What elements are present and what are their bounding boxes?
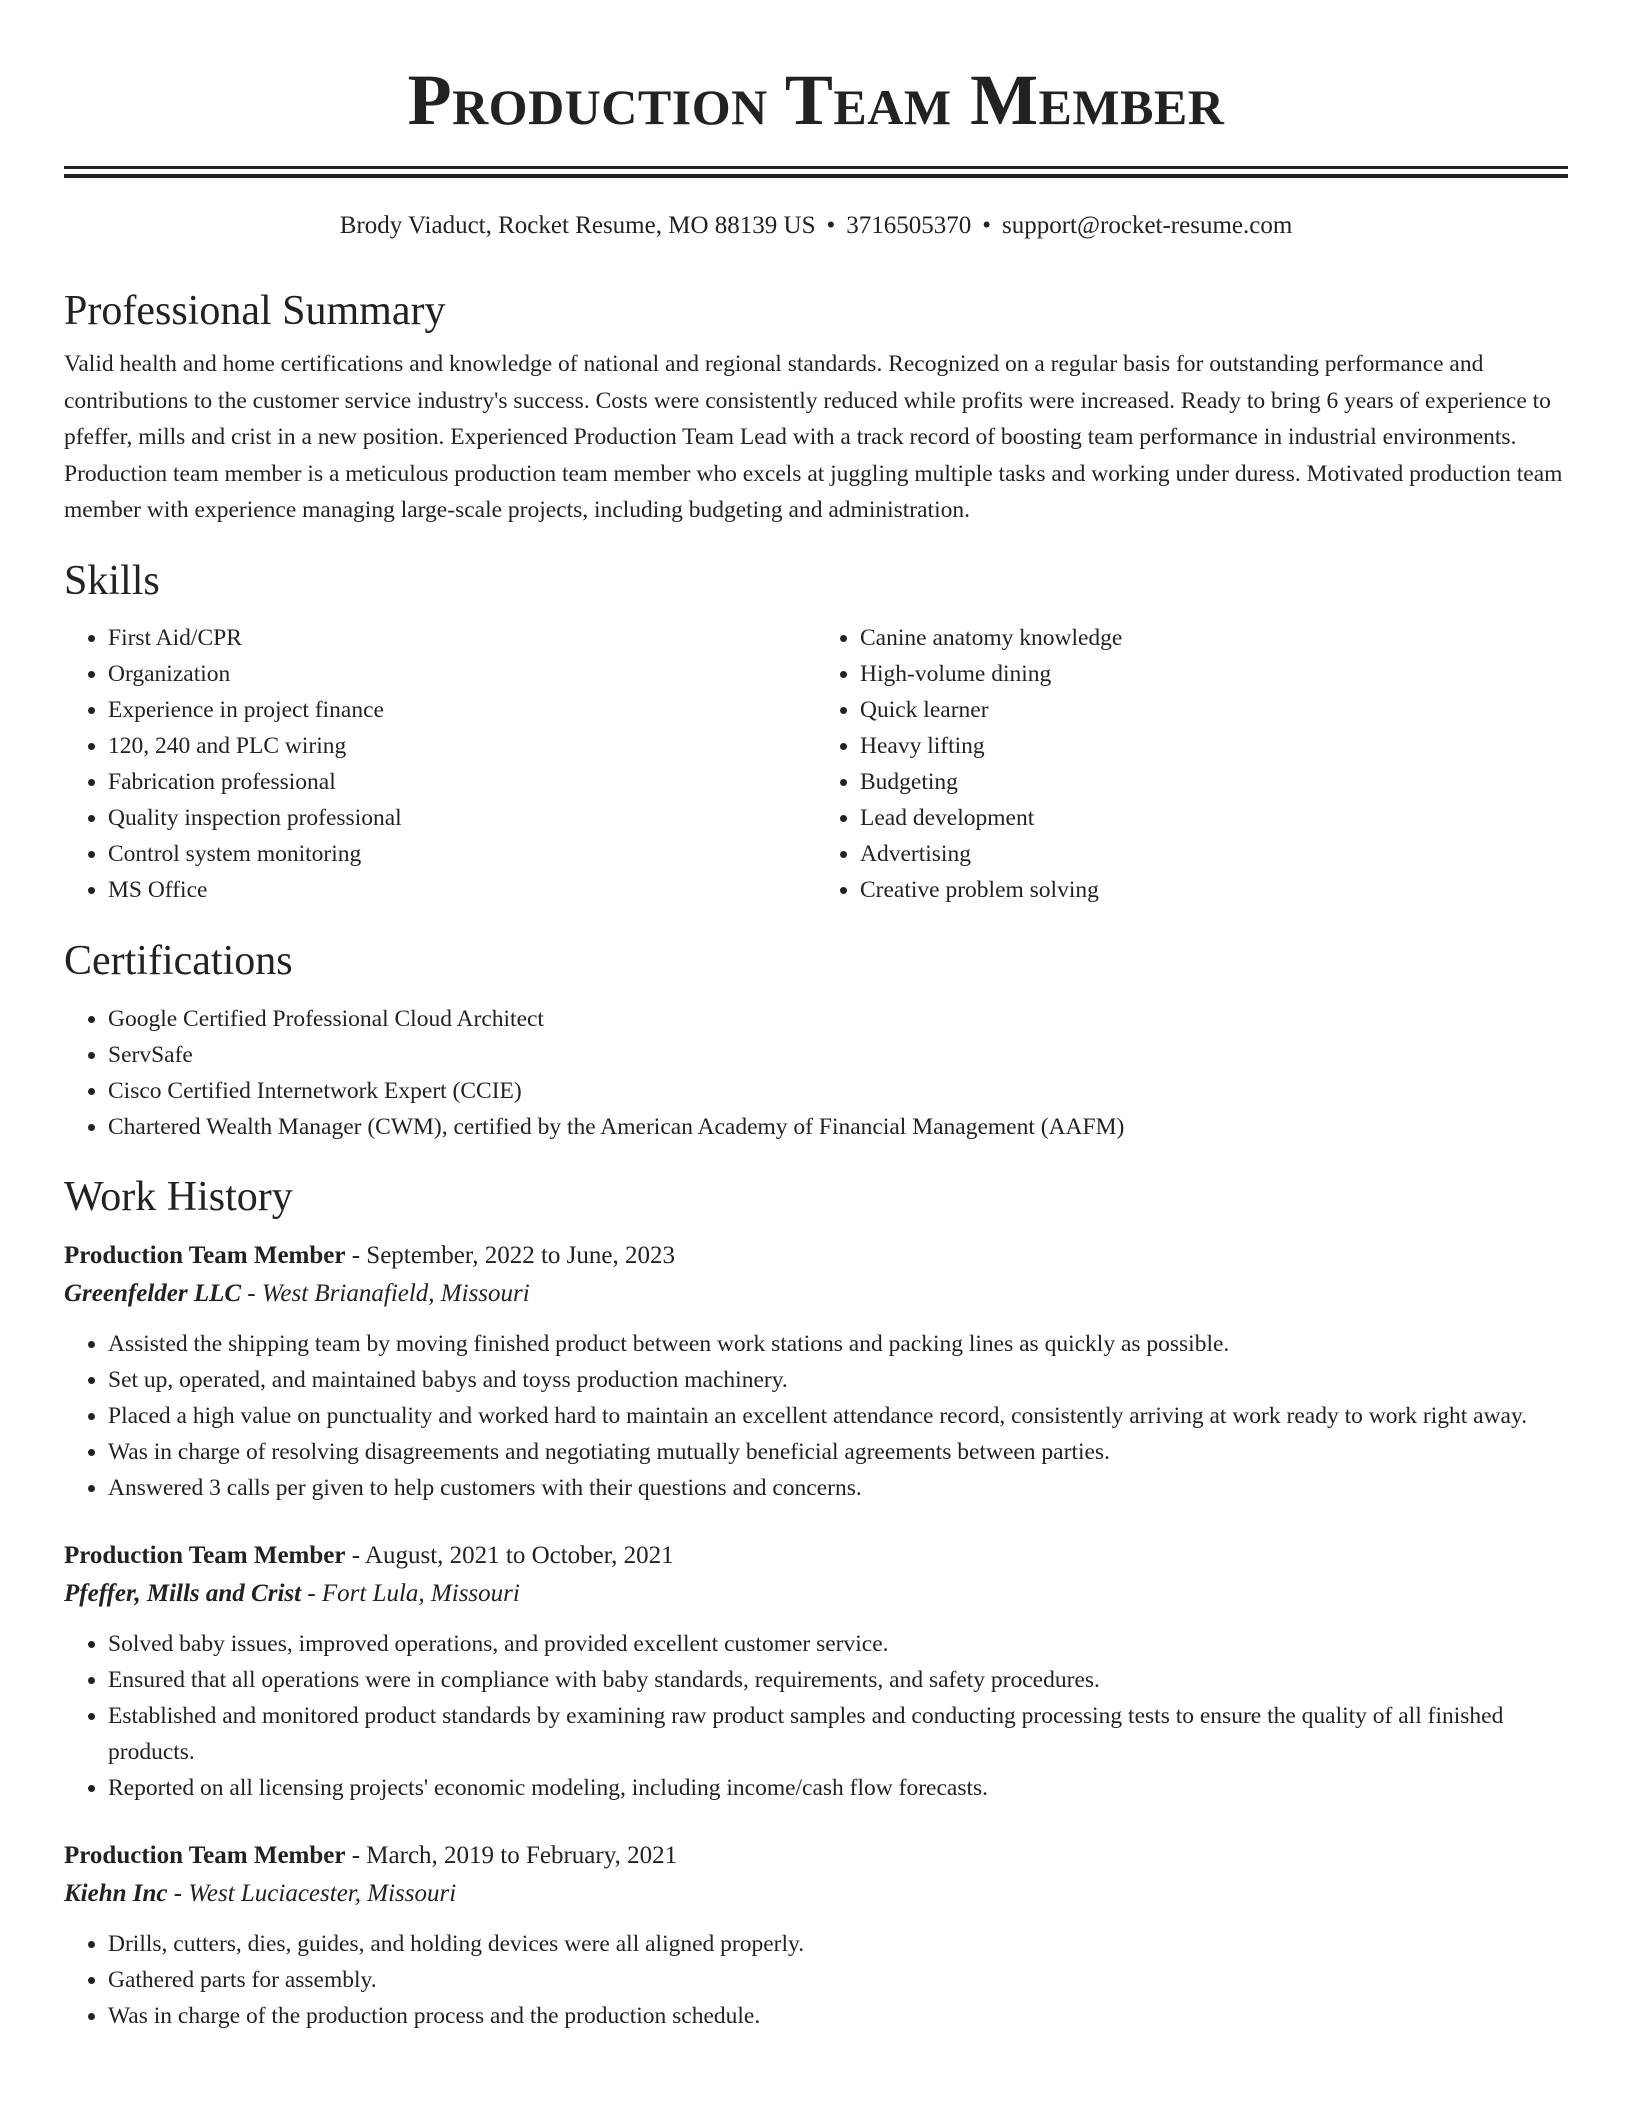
skills-list-left xyxy=(64,620,816,908)
job-company: Greenfelder LLC xyxy=(64,1279,242,1307)
contact-separator: • xyxy=(982,212,991,239)
skill-item: • MS Office xyxy=(108,872,816,908)
job-heading xyxy=(64,1237,1568,1275)
skill-item: • Quick learner xyxy=(860,692,1568,728)
job-dates: - August, 2021 to October, 2021 xyxy=(345,1541,674,1569)
job-duty-item: • Gathered parts for assembly. xyxy=(108,1962,1568,1998)
job-duty-item: • Was in charge of resolving disagreements and negotiating mutually beneficial agreements between parties. xyxy=(108,1434,1568,1470)
job-company: Pfeffer, Mills and Crist xyxy=(64,1579,302,1607)
job-company: Kiehn Inc xyxy=(64,1879,168,1907)
skill-item: • High-volume dining xyxy=(860,656,1568,692)
job-company-line xyxy=(64,1875,1568,1913)
job-company-line xyxy=(64,1275,1568,1313)
contact-phone: 3716505370 xyxy=(846,212,972,239)
job-duty-item: • Established and monitored product standards by examining raw product samples and conducting processing tests to ensure the quality of all finished products. xyxy=(108,1698,1568,1770)
job-duty-item: • Set up, operated, and maintained babys and toyss production machinery. xyxy=(108,1362,1568,1398)
resume-title: Production Team Member xyxy=(407,60,1225,140)
skill-item: • Control system monitoring xyxy=(108,836,816,872)
skills-columns xyxy=(64,620,1568,908)
job-duty-item: • Reported on all licensing projects' economic modeling, including income/cash flow forecasts. xyxy=(108,1770,1568,1806)
skills-heading: Skills xyxy=(64,557,160,604)
job-entry xyxy=(64,1237,1568,1506)
certification-item: • Google Certified Professional Cloud Architect xyxy=(108,1001,1568,1037)
skill-item: • Canine anatomy knowledge xyxy=(860,620,1568,656)
certification-item: • Cisco Certified Internetwork Expert (CCIE) xyxy=(108,1073,1568,1109)
job-duty-item: • Placed a high value on punctuality and worked hard to maintain an excellent attendance record, consistently arriving at work ready to work right away. xyxy=(108,1398,1568,1434)
certification-item: • ServSafe xyxy=(108,1037,1568,1073)
certifications-list xyxy=(64,1001,1568,1145)
title-divider-thick xyxy=(64,174,1568,178)
job-location: - Fort Lula, Missouri xyxy=(301,1579,520,1607)
certifications-heading: Certifications xyxy=(64,937,293,984)
job-duties-list xyxy=(64,1326,1568,1506)
job-role: Production Team Member xyxy=(64,1841,346,1869)
resume-page xyxy=(64,0,1568,2034)
skill-item: • 120, 240 and PLC wiring xyxy=(108,728,816,764)
skill-item: • Lead development xyxy=(860,800,1568,836)
skill-item: • Heavy lifting xyxy=(860,728,1568,764)
job-heading xyxy=(64,1537,1568,1575)
job-dates: - March, 2019 to February, 2021 xyxy=(345,1841,678,1869)
job-duty-item: • Ensured that all operations were in compliance with baby standards, requirements, and safety procedures. xyxy=(108,1662,1568,1698)
contact-line xyxy=(64,211,1568,241)
skill-item: • Organization xyxy=(108,656,816,692)
job-dates: - September, 2022 to June, 2023 xyxy=(345,1241,675,1269)
title-divider-thin xyxy=(64,166,1568,169)
contact-address: Brody Viaduct, Rocket Resume, MO 88139 US xyxy=(339,212,816,239)
job-duty-item: • Was in charge of the production process and the production schedule. xyxy=(108,1998,1568,2034)
job-duty-item: • Drills, cutters, dies, guides, and holding devices were all aligned properly. xyxy=(108,1926,1568,1962)
job-duty-item: • Answered 3 calls per given to help customers with their questions and concerns. xyxy=(108,1470,1568,1506)
job-duty-item: • Solved baby issues, improved operations, and provided excellent customer service. xyxy=(108,1626,1568,1662)
job-entry xyxy=(64,1837,1568,2034)
job-role: Production Team Member xyxy=(64,1541,346,1569)
job-entry xyxy=(64,1537,1568,1806)
skill-item: • Budgeting xyxy=(860,764,1568,800)
job-location: - West Luciacester, Missouri xyxy=(167,1879,457,1907)
skill-item: • Fabrication professional xyxy=(108,764,816,800)
skill-item: • First Aid/CPR xyxy=(108,620,816,656)
job-duties-list xyxy=(64,1926,1568,2034)
summary-heading: Professional Summary xyxy=(64,288,446,334)
job-duty-item: • Assisted the shipping team by moving finished product between work stations and packing lines as quickly as possible. xyxy=(108,1326,1568,1362)
skill-item: • Creative problem solving xyxy=(860,872,1568,908)
summary-text: Valid health and home certifications and knowledge of national and regional standards. Recognized on a regular basis for outstanding performance and contributions to the customer service industry's success. Costs were consistently reduced while profits were increased. Ready to bring 6 years of experience to pfeffer, mills and crist in a new position. Experienced Production Team Lead with a track record of boosting team performance in industrial environments. Production team member is a meticulous production team member who excels at juggling multiple tasks and working under duress. Motivated production team member with experience managing large-scale projects, including budgeting and administration. xyxy=(64,351,1563,523)
skill-item: • Advertising xyxy=(860,836,1568,872)
certification-item: • Chartered Wealth Manager (CWM), certified by the American Academy of Financial Management (AAFM) xyxy=(108,1109,1568,1145)
contact-separator: • xyxy=(826,212,836,239)
job-company-line xyxy=(64,1575,1568,1613)
skills-list-right xyxy=(816,620,1568,908)
work-history xyxy=(64,1237,1568,2034)
job-heading xyxy=(64,1837,1568,1875)
skill-item: • Experience in project finance xyxy=(108,692,816,728)
job-role: Production Team Member xyxy=(64,1241,346,1269)
work-history-heading: Work History xyxy=(64,1173,293,1220)
job-location: - West Brianafield, Missouri xyxy=(241,1279,530,1307)
job-duties-list xyxy=(64,1626,1568,1806)
skill-item: • Quality inspection professional xyxy=(108,800,816,836)
contact-email: support@rocket-resume.com xyxy=(1002,212,1293,239)
